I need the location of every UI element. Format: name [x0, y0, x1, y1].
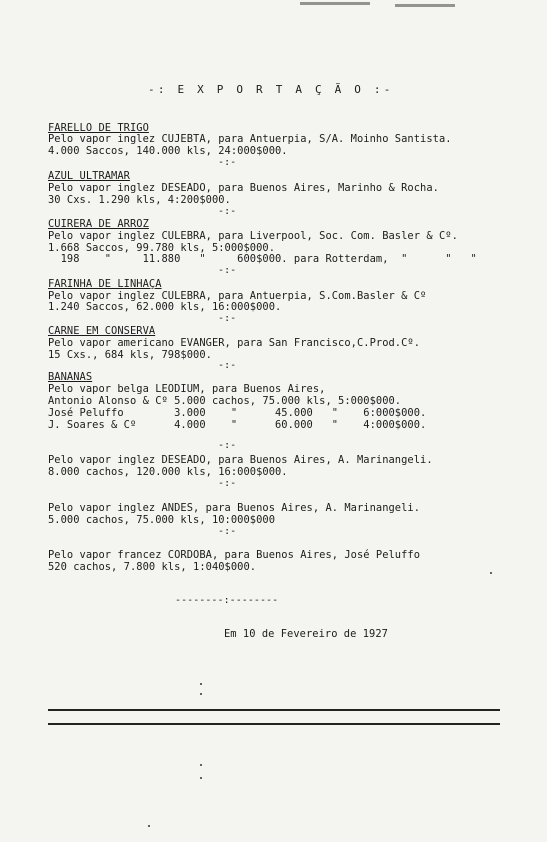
document-date: Em 10 de Fevereiro de 1927 [224, 628, 388, 640]
separator: -:- [218, 478, 237, 489]
scan-speck [200, 777, 202, 779]
separator: -:- [218, 526, 237, 537]
section-heading: FARINHA DE LINHAÇA [48, 278, 162, 290]
separator: -:- [218, 265, 237, 276]
scan-speck [200, 693, 202, 695]
scan-speck [200, 683, 202, 685]
separator: -:- [218, 440, 237, 451]
shipment-line: 5.000 cachos, 75.000 kls, 10:000$000 [48, 514, 276, 526]
separator: -:- [218, 206, 237, 217]
section-line: 15 Cxs., 684 kls, 798$000. [48, 349, 212, 361]
document-title: -: E X P O R T A Ç Ã O :- [148, 83, 394, 96]
shipment-line: Pelo vapor inglez ANDES, para Buenos Aires, A. Marinangeli. [48, 502, 421, 514]
section-heading: AZUL ULTRAMAR [48, 170, 130, 182]
separator: -:- [218, 157, 237, 168]
shipment-line: 8.000 cachos, 120.000 kls, 16:000$000. [48, 466, 288, 478]
section-line: Pelo vapor inglez CULEBRA, para Antuerpia, S.Com.Basler & Cº [48, 290, 427, 302]
scan-speck [490, 572, 492, 574]
section-heading: CARNE EM CONSERVA [48, 325, 156, 337]
scan-speck [148, 825, 150, 827]
section-heading: CUIRERA DE ARROZ [48, 218, 149, 230]
section-line: 1.668 Saccos, 99.780 kls, 5:000$000. [48, 242, 276, 254]
section-line: Pelo vapor inglez CUJEBTA, para Antuerpia, S/A. Moinho Santista. [48, 133, 452, 145]
section-line: Pelo vapor americano EVANGER, para San Francisco,C.Prod.Cº. [48, 337, 421, 349]
scan-speck [200, 764, 202, 766]
separator: -:- [218, 313, 237, 324]
horizontal-rule [48, 723, 500, 725]
scan-noise [300, 2, 370, 5]
shipment-line: Pelo vapor inglez DESEADO, para Buenos Aires, A. Marinangeli. [48, 454, 433, 466]
shipment-line: 520 cachos, 7.800 kls, 1:040$000. [48, 561, 257, 573]
section-heading: FARELLO DE TRIGO [48, 122, 149, 134]
section-heading: BANANAS [48, 371, 93, 383]
section-line: 198 " 11.880 " 600$000. para Rotterdam, " " " [48, 253, 477, 265]
section-line: José Peluffo 3.000 " 45.000 " 6:000$000. [48, 407, 427, 419]
section-line: 4.000 Saccos, 140.000 kls, 24:000$000. [48, 145, 288, 157]
long-separator: --------:-------- [175, 595, 279, 606]
scan-noise [395, 4, 455, 7]
separator: -:- [218, 360, 237, 371]
section-line: Pelo vapor belga LEODIUM, para Buenos Aires, [48, 383, 326, 395]
section-line: 30 Cxs. 1.290 kls, 4:200$000. [48, 194, 231, 206]
shipment-line: Pelo vapor francez CORDOBA, para Buenos Aires, José Peluffo [48, 549, 421, 561]
horizontal-rule [48, 709, 500, 711]
section-line: Pelo vapor inglez CULEBRA, para Liverpool, Soc. Com. Basler & Cº. [48, 230, 458, 242]
section-line: Pelo vapor inglez DESEADO, para Buenos Aires, Marinho & Rocha. [48, 182, 439, 194]
section-line: Antonio Alonso & Cº 5.000 cachos, 75.000 kls, 5:000$000. [48, 395, 402, 407]
section-line: J. Soares & Cº 4.000 " 60.000 " 4:000$000. [48, 419, 427, 431]
section-line: 1.240 Saccos, 62.000 kls, 16:000$000. [48, 301, 282, 313]
